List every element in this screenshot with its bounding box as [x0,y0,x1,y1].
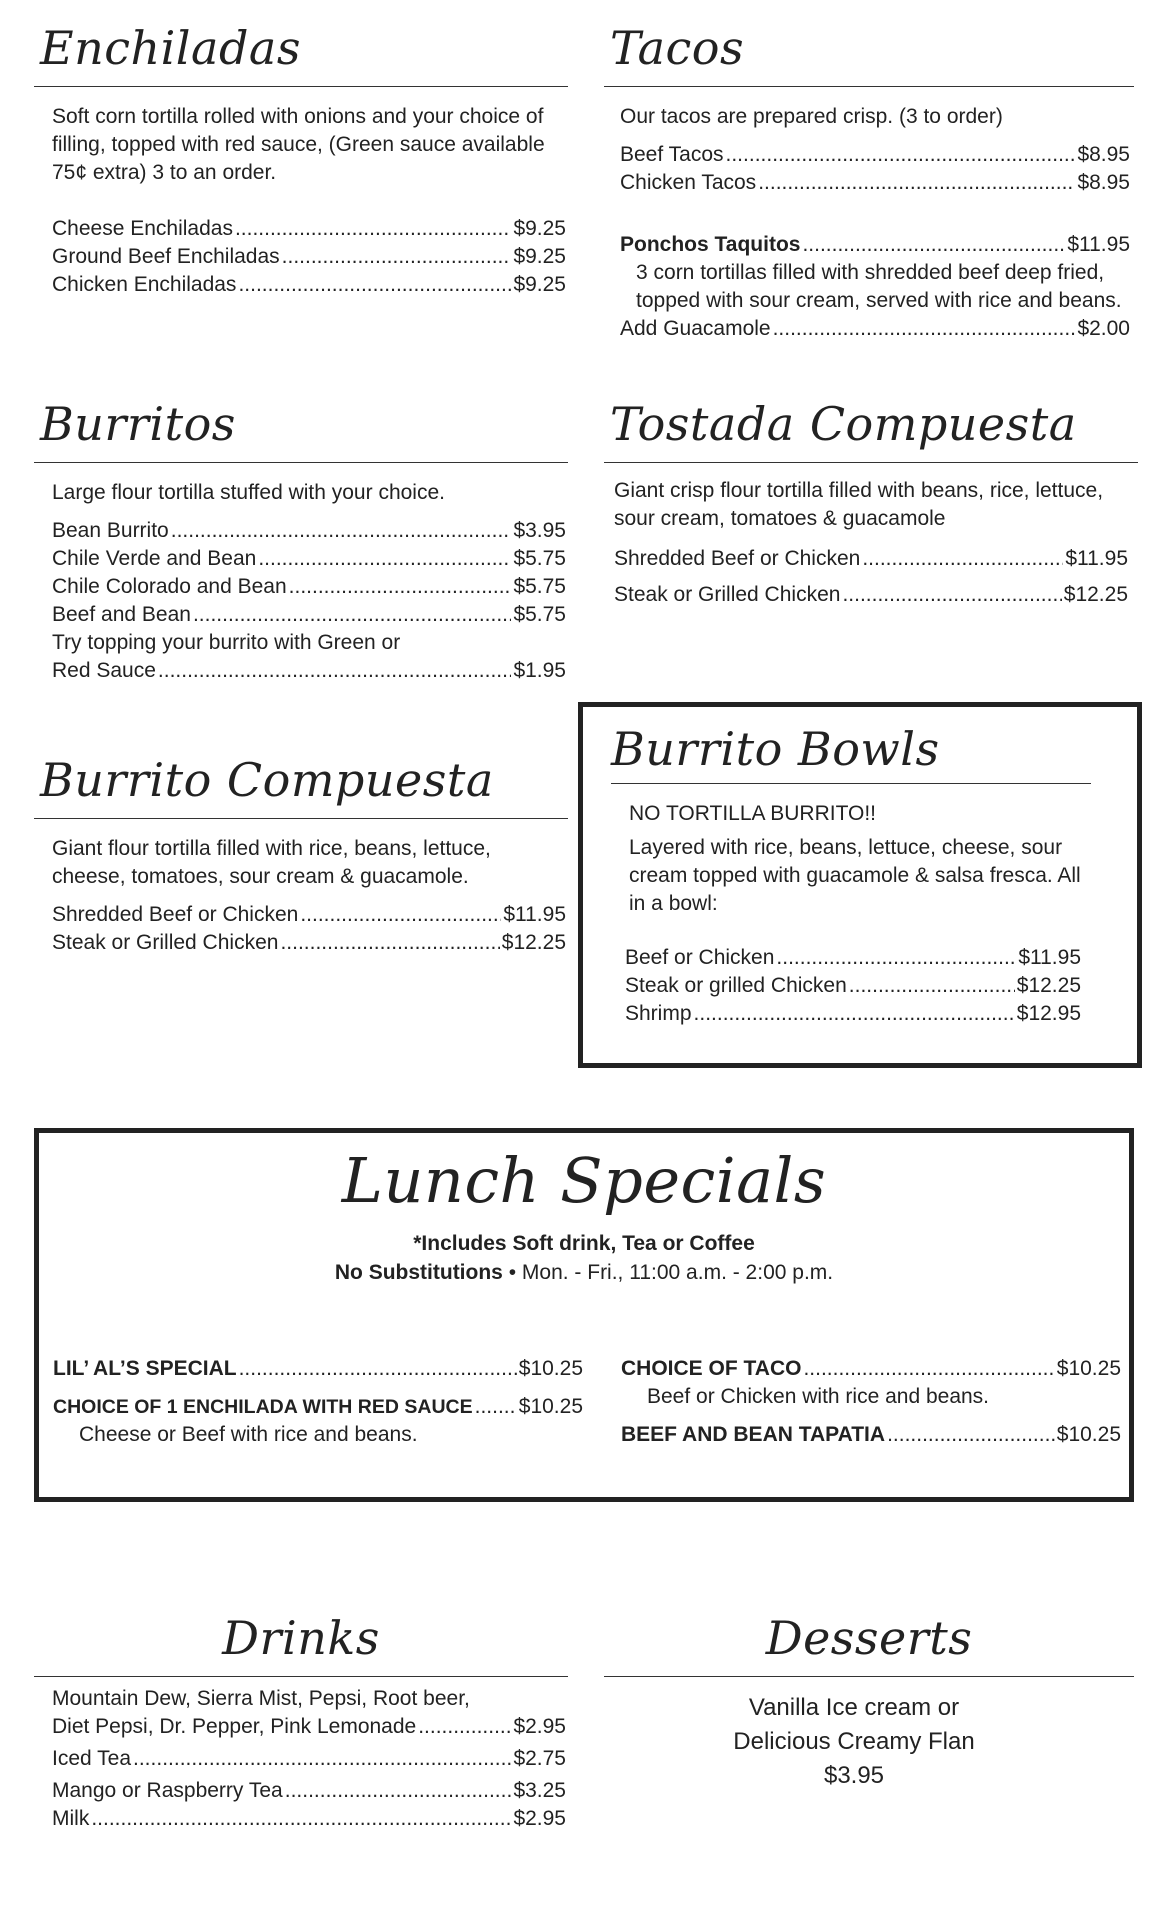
burritos-description: Large flour tortilla stuffed with your choice. [52,481,445,504]
item-name: Steak or Grilled Chicken [52,931,279,954]
item-price: $5.75 [513,603,566,626]
desserts-section [604,1610,1134,1793]
burrito-compuesta-section [34,752,568,957]
item-price: $9.25 [513,217,566,240]
topping-note: Try topping your burrito with Green or [52,631,401,654]
item-price: $8.95 [1077,143,1130,166]
tostada-title: Tostada Compuesta [604,396,1138,463]
burrito-compuesta-title: Burrito Compuesta [34,752,568,819]
lunch-hours: Mon. - Fri., 11:00 a.m. - 2:00 p.m. [521,1261,834,1284]
item-name: Steak or Grilled Chicken [614,583,841,606]
menu-item [52,1805,566,1833]
item-name: Beef Tacos [620,143,724,166]
menu-item [52,243,566,271]
lunch-specials-title: Lunch Specials [341,1144,827,1217]
burrito-bowls-title: Burrito Bowls [611,721,1091,784]
item-price: $11.95 [1018,946,1081,969]
menu-item [52,573,566,601]
item-name: Mango or Raspberry Tea [52,1779,283,1802]
item-name: Diet Pepsi, Dr. Pepper, Pink Lemonade [52,1715,417,1738]
item-name: Beef and Bean [52,603,191,626]
menu-item [52,901,566,929]
item-price: $12.95 [1016,1002,1081,1025]
item-price: $2.95 [513,1715,566,1738]
menu-item [53,1393,583,1421]
menu-item [52,929,566,957]
drinks-section [34,1610,568,1833]
menu-item [52,545,566,573]
item-name: Bean Burrito [52,519,169,542]
drinks-title: Drinks [34,1610,568,1677]
menu-item [52,1713,566,1741]
menu-item [620,141,1130,169]
item-price: $3.25 [513,1779,566,1802]
item-price: $9.25 [513,273,566,296]
tacos-title: Tacos [604,20,1134,87]
menu-item [625,944,1081,972]
menu-item [625,972,1081,1000]
item-price: $2.95 [513,1807,566,1830]
item-name: Shredded Beef or Chicken [614,547,861,570]
enchiladas-description: Soft corn tortilla rolled with onions and your choice of filling, topped with red sauce, (Green sauce available 75¢ extra) 3 to an order. [52,105,545,184]
item-name: BEEF AND BEAN TAPATIA [621,1423,886,1446]
menu-item [52,1777,566,1805]
item-name: Milk [52,1807,90,1830]
item-name: LIL’ AL’S SPECIAL [53,1357,237,1380]
bowls-tagline: NO TORTILLA BURRITO!! [629,802,877,825]
item-name: Shrimp [625,1002,692,1025]
bullet: • [502,1261,522,1284]
drinks-sodas: Mountain Dew, Sierra Mist, Pepsi, Root beer, [52,1687,470,1710]
menu-item [52,1745,566,1773]
item-name: CHOICE OF 1 ENCHILADA WITH RED SAUCE [53,1396,473,1418]
item-price: $12.25 [1016,974,1081,997]
item-price: $10.25 [1056,1357,1121,1380]
menu-item [620,169,1130,197]
item-price: $12.25 [1063,583,1128,606]
item-price: $2.00 [1077,317,1130,340]
lunch-includes: *Includes Soft drink, Tea or Coffee [413,1232,755,1255]
item-name: Iced Tea [52,1747,132,1770]
item-price: $11.95 [1067,233,1130,256]
burritos-section [34,396,568,685]
item-name: Chile Verde and Bean [52,547,257,570]
dessert-line-2: Delicious Creamy Flan [733,1728,975,1755]
burritos-title: Burritos [34,396,568,463]
item-description: Cheese or Beef with rice and beans. [79,1423,418,1446]
item-name: Chile Colorado and Bean [52,575,287,598]
menu-item [52,517,566,545]
item-name: Beef or Chicken [625,946,775,969]
burrito-compuesta-description: Giant flour tortilla filled with rice, beans, lettuce, cheese, tomatoes, sour cream & guacamole. [52,837,491,888]
tacos-section [604,20,1134,343]
item-price: $11.95 [503,903,566,926]
dessert-line-1: Vanilla Ice cream or [748,1694,960,1721]
menu-item [625,1000,1081,1028]
enchiladas-title: Enchiladas [34,20,568,87]
menu-item [621,1355,1121,1383]
item-name: Ground Beef Enchiladas [52,245,280,268]
no-substitutions: No Substitutions [334,1261,503,1284]
menu-item [52,271,566,299]
item-name: Cheese Enchiladas [52,217,233,240]
item-description: Beef or Chicken with rice and beans. [647,1385,990,1408]
lunch-specials-box [34,1128,1134,1502]
item-name: CHOICE OF TACO [621,1357,802,1380]
taquitos-description: 3 corn tortillas filled with shredded beef deep fried, topped with sour cream, served with rice and beans. [636,261,1122,312]
item-name: Steak or grilled Chicken [625,974,847,997]
item-price: $2.75 [513,1747,566,1770]
item-price: $11.95 [1065,547,1128,570]
item-price: $1.95 [513,659,566,682]
burrito-bowls-box [578,702,1142,1068]
lunch-hours-line [39,1258,1129,1287]
item-name: Add Guacamole [620,317,771,340]
item-price: $5.75 [513,547,566,570]
item-name: Ponchos Taquitos [620,233,801,256]
item-price: $8.95 [1077,171,1130,194]
menu-item [620,315,1130,343]
tostada-description: Giant crisp flour tortilla filled with beans, rice, lettuce, sour cream, tomatoes & guacamole [614,479,1104,530]
menu-item [621,1421,1121,1449]
item-price: $3.95 [513,519,566,542]
item-price: $10.25 [518,1357,583,1380]
menu-item [614,577,1128,613]
menu-item [620,231,1130,259]
menu-item [52,215,566,243]
item-name: Chicken Enchiladas [52,273,237,296]
menu-item [52,657,566,685]
menu-item [52,601,566,629]
item-price: $9.25 [513,245,566,268]
dessert-price: $3.95 [823,1762,885,1789]
item-name: Red Sauce [52,659,156,682]
enchiladas-section [34,20,568,299]
tacos-description: Our tacos are prepared crisp. (3 to order) [620,105,1003,128]
desserts-title: Desserts [604,1610,1134,1677]
menu-item [53,1355,583,1383]
bowls-description: Layered with rice, beans, lettuce, cheese, sour cream topped with guacamole & salsa fresca. All in a bowl: [629,836,1081,915]
item-price: $10.25 [518,1395,583,1418]
item-price: $5.75 [513,575,566,598]
item-price: $12.25 [501,931,566,954]
item-price: $10.25 [1056,1423,1121,1446]
item-name: Chicken Tacos [620,171,757,194]
menu-item [614,541,1128,577]
item-name: Shredded Beef or Chicken [52,903,299,926]
tostada-section [604,396,1138,613]
